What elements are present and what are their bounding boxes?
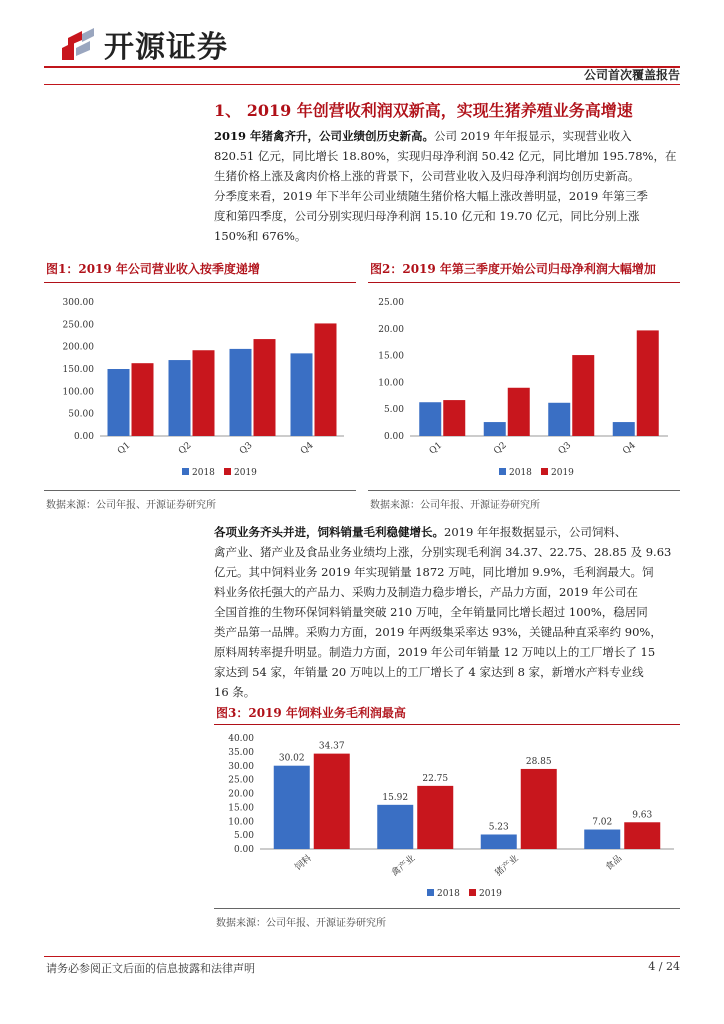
- x-tick-label: Q2: [176, 440, 194, 457]
- figure-2-chart: [368, 288, 680, 488]
- bar-2018: [274, 766, 310, 849]
- legend-label: 2018: [192, 468, 215, 478]
- y-tick-label: 20.00: [378, 324, 404, 335]
- legend-label: 2019: [479, 889, 502, 899]
- para2-line: 家达到 54 家，年销量 20 万吨以上的工厂增长了 4 家达到 8 家，新增水产料专业线: [214, 665, 644, 679]
- data-label: 34.37: [318, 741, 345, 752]
- para1-line: 生猪价格上涨及禽肉价格上涨的背景下，公司营业收入及归母净利润均创历史新高。: [214, 169, 640, 183]
- y-tick-label: 10.00: [378, 378, 404, 389]
- figure-1-rule: [44, 282, 356, 283]
- source-1: 数据来源：公司年报、开源证券研究所: [46, 500, 216, 511]
- company-name: 开源证券: [104, 30, 228, 65]
- y-tick-label: 15.00: [378, 351, 404, 362]
- data-label: 9.63: [632, 810, 653, 821]
- bar-2018: [419, 402, 441, 436]
- footer-rule: [44, 956, 680, 957]
- report-type: 公司首次覆盖报告: [583, 68, 680, 82]
- x-tick-label: Q2: [492, 440, 509, 457]
- y-tick-label: 25.00: [378, 298, 404, 308]
- y-tick-label: 150.00: [62, 365, 94, 375]
- bar-2018: [481, 834, 517, 849]
- legend-swatch-2019: [224, 468, 231, 475]
- para2-line: 料业务依托强大的产品力、采购力及制造力稳步增长，产品力方面，2019 年公司在: [214, 585, 638, 599]
- company-logo: [60, 26, 96, 62]
- y-tick-label: 0.00: [73, 432, 94, 442]
- para2-lead: 各项业务齐头并进，饲料销量毛利稳健增长。: [214, 525, 444, 539]
- source-3-rule: [214, 908, 680, 909]
- header-rule-bottom: [44, 84, 680, 85]
- bar-2019: [193, 350, 215, 436]
- y-tick-label: 5.00: [233, 831, 254, 842]
- legend-label: 2019: [234, 468, 257, 478]
- legend-swatch-2019: [541, 468, 548, 475]
- y-tick-label: 15.00: [228, 803, 254, 814]
- bar-2018: [291, 353, 313, 436]
- figure-3-chart: [214, 728, 680, 906]
- y-tick-label: 100.00: [62, 387, 94, 398]
- bar-2018: [484, 422, 506, 436]
- data-label: 30.02: [278, 753, 305, 764]
- figure-1-title: 图1：2019 年公司营业收入按季度递增: [46, 262, 260, 276]
- footer-disclaimer: 请务必参阅正文后面的信息披露和法律声明: [46, 962, 255, 975]
- source-2: 数据来源：公司年报、开源证券研究所: [370, 500, 540, 511]
- legend-label: 2018: [509, 468, 532, 478]
- x-tick-label: Q4: [621, 440, 638, 457]
- y-tick-label: 10.00: [228, 817, 254, 828]
- y-tick-label: 25.00: [228, 775, 254, 786]
- x-tick-label: 禽产业: [390, 853, 418, 879]
- bar-2018: [230, 349, 252, 436]
- source-2-rule: [368, 490, 680, 491]
- page-number: 4 / 24: [648, 960, 680, 973]
- bar-2019: [315, 323, 337, 436]
- figure-2-rule: [368, 282, 680, 283]
- para2-line: 全国首推的生物环保饲料销量突破 210 万吨，全年销量同比增长超过 100%，稳居同: [214, 605, 648, 619]
- para1-lead: 2019 年猪禽齐升，公司业绩创历史新高。: [214, 129, 435, 143]
- figure-3-title: 图3：2019 年饲料业务毛利润最高: [216, 706, 406, 720]
- para2-line: 禽产业、猪产业及食品业务业绩均上涨，分别实现毛利润 34.37、22.75、28.85 及 9.63: [214, 545, 672, 559]
- data-label: 5.23: [488, 822, 509, 833]
- para1-line: 度和第四季度，公司分别实现归母净利润 15.10 亿元和 19.70 亿元，同比分别上涨: [214, 209, 640, 223]
- y-tick-label: 20.00: [228, 789, 254, 800]
- section-title: 1、 2019 年创营收利润双新高，实现生猪养殖业务高增速: [214, 101, 633, 120]
- paragraph-2: [214, 522, 680, 702]
- y-tick-label: 30.00: [228, 761, 254, 772]
- bar-2018: [108, 369, 130, 436]
- y-tick-label: 250.00: [62, 320, 94, 331]
- data-label: 7.02: [592, 817, 613, 828]
- y-tick-label: 40.00: [228, 734, 254, 744]
- bar-2019: [254, 339, 276, 436]
- bar-2019: [624, 822, 660, 849]
- x-tick-label: Q1: [427, 440, 445, 457]
- x-tick-label: Q4: [298, 440, 316, 457]
- bar-2019: [572, 355, 594, 436]
- x-tick-label: 猪产业: [493, 853, 521, 879]
- x-tick-label: Q1: [115, 440, 133, 457]
- y-tick-label: 300.00: [62, 298, 94, 308]
- y-tick-label: 35.00: [228, 747, 254, 758]
- bar-2019: [417, 786, 453, 849]
- y-tick-label: 50.00: [68, 409, 94, 420]
- bar-2019: [132, 363, 154, 436]
- legend-label: 2018: [437, 889, 460, 899]
- para2-line: 16 条。: [214, 685, 256, 699]
- para2-line: 2019 年年报数据显示，公司饲料、: [444, 525, 627, 539]
- figure-3-rule: [214, 724, 680, 725]
- para2-line: 类产品第一品牌。采购力方面，2019 年两级集采率达 93%，关键品种直采率约 90%，: [214, 625, 662, 639]
- bar-2019: [314, 754, 350, 849]
- bar-2019: [508, 388, 530, 436]
- x-tick-label: Q3: [556, 440, 574, 457]
- y-tick-label: 0.00: [233, 845, 254, 855]
- bar-2018: [377, 805, 413, 849]
- bar-2018: [169, 360, 191, 436]
- paragraph-1: [214, 126, 680, 246]
- legend-swatch-2019: [469, 889, 476, 896]
- para2-line: 原料周转率提升明显。制造力方面，2019 年公司年销量 12 万吨以上的工厂增长了 15: [214, 645, 656, 659]
- bar-2019: [521, 769, 557, 849]
- para2-line: 亿元。其中饲料业务 2019 年实现销量 1872 万吨，同比增加 9.9%，毛利润最大。饲: [214, 565, 654, 579]
- legend-swatch-2018: [182, 468, 189, 475]
- bar-2018: [548, 403, 570, 436]
- figure-2-title: 图2：2019 年第三季度开始公司归母净利润大幅增加: [370, 262, 656, 276]
- bar-2019: [637, 330, 659, 436]
- para1-line: 150%和 676%。: [214, 229, 307, 243]
- data-label: 22.75: [422, 773, 449, 784]
- x-tick-label: 食品: [603, 853, 625, 873]
- legend-label: 2019: [551, 468, 574, 478]
- legend-swatch-2018: [499, 468, 506, 475]
- bar-2018: [584, 830, 620, 849]
- bar-2019: [443, 400, 465, 436]
- figure-1-chart: [44, 288, 356, 488]
- y-tick-label: 0.00: [383, 432, 404, 442]
- legend-swatch-2018: [427, 889, 434, 896]
- x-tick-label: Q3: [237, 440, 255, 457]
- data-label: 28.85: [525, 756, 552, 767]
- x-tick-label: 饲料: [293, 853, 314, 873]
- logo-icon: [60, 26, 96, 62]
- para1-line: 分季度来看，2019 年下半年公司业绩随生猪价格大幅上涨改善明显，2019 年第三季: [214, 189, 648, 203]
- y-tick-label: 200.00: [62, 342, 94, 353]
- para1-line: 公司 2019 年年报显示，实现营业收入: [434, 129, 632, 143]
- y-tick-label: 5.00: [383, 405, 404, 416]
- source-3: 数据来源：公司年报、开源证券研究所: [216, 918, 386, 929]
- para1-line: 820.51 亿元，同比增长 18.80%，实现归母净利润 50.42 亿元，同比增加 195.78%，在: [214, 149, 677, 163]
- bar-2018: [613, 422, 635, 436]
- source-1-rule: [44, 490, 356, 491]
- data-label: 15.92: [382, 792, 409, 803]
